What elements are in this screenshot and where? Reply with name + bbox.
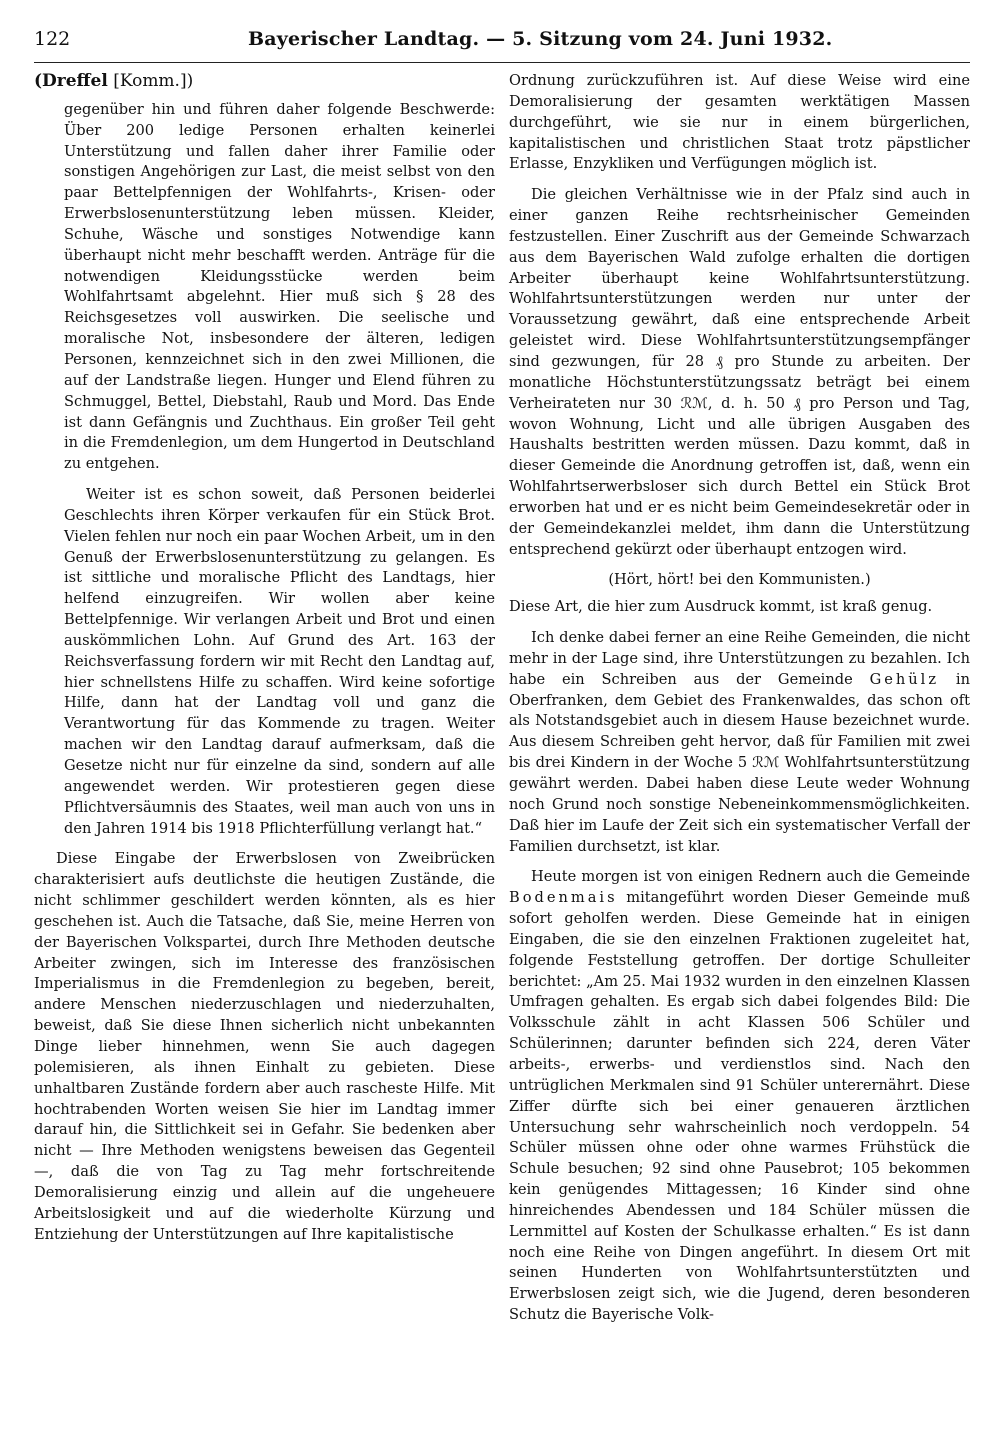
text-run: mitangeführt worden Dieser Gemeinde muß sofort geholfen werden. Diese Gemeinde hat in einigen Eingaben, die sie den einzelnen Fraktionen zugeleitet hat, folgende Feststellung getroffen. Der dortige Schulleiter berichtet: „Am 25. Mai 1932 wurden in den einzelnen Klassen Umfragen gehalten. Es ergab sich dabei folgendes Bild: Die Volksschule zählt in acht Klassen 506 Schüler und Schülerinnen; darunter befinden sich 224, deren Väter arbeits-, erwerbs- und verdienstlos sind. Nach den untrüglichen Merkmalen sind 91 Schüler unterernährt. Diese Ziffer dürfte sich bei einer genaueren ärztlichen Untersuchung sehr wahrscheinlich noch verdoppeln. 54 Schüler müssen ohne oder ohne warmes Frühstück die Schule besuchen; 92 sind ohne Pausebrot; 105 bekommen kein genügendes Mittagessen; 16 Kinder sind ohne hinreichendes Abendessen und 184 Schüler müssen die Lernmittel auf Kosten der Schulkasse erhalten.“ Es ist dann noch eine Reihe von Dingen angeführt. In diesem Ort mit seinen Hunderten von Wohlfahrtsunterstützten und Erwerbslosen zeigt sich, wie die Jugend, deren besonderen Schutz die Bayerische Volk- [509, 889, 970, 1324]
quote-paragraph: Weiter ist es schon soweit, daß Personen beiderlei Geschlechts ihren Körper verkaufen für ein Stück Brot. Vielen fehlen nur noch ein paar Wochen Arbeit, um in den Genuß der Erwerbslosenunterstützung zu gelangen. Es ist sittliche und moralische Pflicht des Landtags, hier helfend einzugreifen. Wir wollen aber keine Bettelpfennige. Wir verlangen Arbeit und Brot und einen auskömmlichen Lohn. Auf Grund des Art. 163 der Reichsverfassung fordern wir mit Recht den Landtag auf, hier schnellstens Hilfe zu schaffen. Wird keine sofortige Hilfe, dann hat der Landtag voll und ganz die Verantwortung für das Kommende zu tragen. Weiter machen wir den Landtag darauf aufmerksam, daß die Gesetze nicht nur für einzelne da sind, sondern auf alle angewendet werden. Wir protestieren gegen diese Pflichtversäumnis des Staates, weil man auch von uns in den Jahren 1914 bis 1918 Pflichterfüllung verlangt hat.“ [64, 486, 495, 837]
page-number: 122 [34, 28, 71, 50]
right-column [509, 71, 970, 1326]
text-run: in Oberfranken, dem Gebiet des Frankenwaldes, das schon oft als Notstandsgebiet auch in diesem Hause bezeichnet wurde. Aus diesem Schreiben geht hervor, daß für Familien mit zwei bis drei Kindern in der Woche 5 ℛℳ Wohlfahrtsunterstützung gewährt werden. Dabei haben diese Leute weder Wohnung noch Grund noch sonstige Nebeneinkommensmöglichkeiten. Daß hier im Laufe der Zeit sich ein systematischer Verfall der Familien durchsetzt, ist klar. [509, 670, 970, 855]
quoted-petition [64, 100, 495, 840]
place-name: Bodenmais [509, 889, 618, 907]
body-paragraph: Diese Art, die hier zum Ausdruck kommt, ist kraß genug. [509, 598, 933, 616]
speaker-party: [Komm.]) [113, 71, 194, 91]
body-paragraph [509, 628, 970, 857]
body-paragraph: Diese Eingabe der Erwerbslosen von Zweibrücken charakterisiert aufs deutlichste die heutigen Zustände, die nicht schlimmer geschildert werden könnten, als es hier geschehen ist. Auch die Tatsache, daß Sie, meine Herren von der Bayerischen Volkspartei, durch Ihre Methoden deutsche Arbeiter zwingen, sich im Interesse des französischen Imperialismus in die Fremdenlegion zu begeben, bereit, andere Menschen niederzuschlagen und niederzuhalten, beweist, daß Sie diese Ihnen sicherlich nicht unbekannten Dinge lieber hinnehmen, wenn Sie auch dagegen polemisieren, als ihnen Einhalt zu gebieten. Diese unhaltbaren Zustände fordern aber auch rascheste Hilfe. Mit hochtrabenden Worten weisen Sie hier im Landtag immer darauf hin, die Sittlichkeit sei in Gefahr. Sie bedenken aber nicht — Ihre Methoden wenigstens beweisen das Gegenteil —, daß die von Tag zu Tag mehr fortschreitende Demoralisierung einzig und allein auf die ungeheuere Arbeitslosigkeit und auf die wiederholte Kürzung und Entziehung der Unterstützungen auf Ihre kapitalistische [34, 850, 495, 1243]
interjection: (Hört, hört! bei den Kommunisten.) [608, 571, 871, 589]
page-header [34, 28, 970, 63]
text-columns [34, 71, 970, 1326]
left-column [34, 71, 495, 1326]
speaker-attribution [34, 71, 495, 92]
text-run: Heute morgen ist von einigen Rednern auch die Gemeinde [531, 868, 970, 886]
running-head: Bayerischer Landtag. — 5. Sitzung vom 24. Juni 1932. [248, 28, 833, 50]
body-paragraph: Die gleichen Verhältnisse wie in der Pfalz sind auch in einer ganzen Reihe rechtsrheinischer Gemeinden festzustellen. Einer Zuschrift aus der Gemeinde Schwarzach aus dem Bayerischen Wald zufolge erhalten die dortigen Arbeiter überhaupt keine Wohlfahrtsunterstützung. Wohlfahrtsunterstützungen werden nur unter der Voraussetzung gewährt, daß eine entsprechende Arbeit geleistet wird. Diese Wohlfahrtsunterstützungsempfänger sind gezwungen, für 28 ₰ pro Stunde zu arbeiten. Der monatliche Höchstunterstützungssatz beträgt bei einem Verheirateten nur 30 ℛℳ, d. h. 50 ₰ pro Person und Tag, wovon Wohnung, Licht und alle übrigen Ausgaben des Haushalts bestritten werden müssen. Dazu kommt, daß in dieser Gemeinde die Anordnung getroffen ist, daß, wenn ein Wohlfahrtserwerbsloser sich durch Bettel ein Stück Brot erworben hat und er es nicht beim Gemeindesekretär oder in der Gemeindekanzlei meldet, ihm dann die Unterstützung entsprechend gekürzt oder überhaupt entzogen wird. [509, 186, 970, 558]
body-paragraph [509, 867, 970, 1326]
text-run: Ich denke dabei ferner an eine Reihe Gemeinden, die nicht mehr in der Lage sind, ihre Unterstützungen zu bezahlen. Ich habe ein Schreiben aus der Gemeinde [509, 629, 970, 688]
speaker-name: (Dreffel [34, 71, 108, 91]
body-paragraph: Ordnung zurückzuführen ist. Auf diese Weise wird eine Demoralisierung der gesamten werktätigen Massen durchgeführt, wie sie nur in einem bürgerlichen, kapitalistischen und christlichen Staat trotz päpstlicher Erlasse, Enzykliken und Verfügungen möglich ist. [509, 72, 970, 173]
quote-paragraph: gegenüber hin und führen daher folgende Beschwerde: Über 200 ledige Personen erhalten keinerlei Unterstützung und fallen daher ihrer Familie oder sonstigen Angehörigen zur Last, die meist selbst von den paar Bettelpfennigen der Wohlfahrts-, Krisen- oder Erwerbslosenunterstützung leben müssen. Kleider, Schuhe, Wäsche und sonstiges Notwendige kann überhaupt nicht mehr beschafft werden. Anträge für die notwendigen Kleidungsstücke werden beim Wohlfahrtsamt abgelehnt. Hier muß sich § 28 des Reichsgesetzes voll auswirken. Die seelische und moralische Not, insbesondere der älteren, ledigen Personen, kennzeichnet sich in den zwei Millionen, die auf der Landstraße liegen. Hunger und Elend führen zu Schmuggel, Bettel, Diebstahl, Raub und Mord. Das Ende ist dann Gefängnis und Zuchthaus. Ein großer Teil geht in die Fremdenlegion, um dem Hungertod in Deutschland zu entgehen. [64, 100, 495, 473]
place-name: Gehülz [869, 670, 940, 688]
